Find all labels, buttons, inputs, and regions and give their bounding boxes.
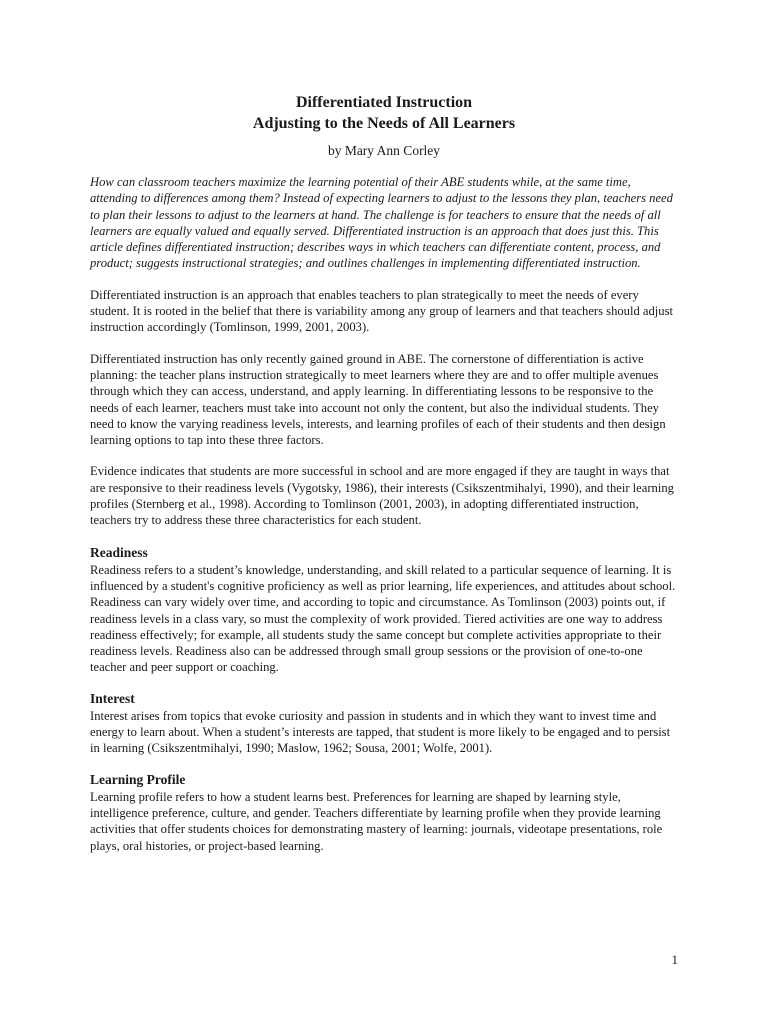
title-line-1: Differentiated Instruction	[295, 94, 473, 111]
author-byline: by Mary Ann Corley	[327, 143, 441, 158]
section-heading: Learning Profile	[90, 771, 186, 787]
body-paragraph: Differentiated instruction has only recently gained ground in ABE. The cornerstone of differentiation is active planning: the teacher plans instruction strategically to meet learners where they are and to offer multiple avenues through which they can access, understand, and apply learning. In differentiating lessons to be responsive to the needs of each learner, teachers must take into account not only the content, but also the individual students. They need to know the varying readiness levels, interests, and learning profiles of each of their students and then design learning options to tap into these three factors.	[90, 351, 666, 448]
document-title	[90, 92, 678, 134]
title-line-2: Adjusting to the Needs of All Learners	[252, 115, 516, 132]
section-heading: Interest	[90, 690, 135, 706]
section-body: Interest arises from topics that evoke curiosity and passion in students and in which they want to invest time and energy to learn about. When a student’s interests are tapped, that student is more likely to be engaged and to persist in learning (Csikszentmihalyi, 1990; Maslow, 1962; Sousa, 2001; Wolfe, 2001).	[90, 708, 671, 756]
document-page	[90, 92, 678, 868]
abstract: How can classroom teachers maximize the learning potential of their ABE students while, at the same time, attending to differences among them? Instead of expecting learners to adjust to the lessons they plan, teachers need to plan their lessons to adjust to the learners at hand. The challenge is for teachers to ensure that the needs of all learners are equally valued and equally served. Differentiated instruction is an approach that does just this. This article defines differentiated instruction; describes ways in which teachers can differentiate content, process, and product; suggests instructional strategies; and outlines challenges in implementing differentiated instruction.	[90, 175, 673, 271]
body-paragraph: Differentiated instruction is an approach that enables teachers to plan strategically to meet the needs of every student. It is rooted in the belief that there is variability among any group of learners and that teachers should adjust instruction accordingly (Tomlinson, 1999, 2001, 2003).	[90, 287, 673, 335]
section-interest	[90, 690, 678, 757]
section-body: Readiness refers to a student’s knowledge, understanding, and skill related to a particular sequence of learning. It is influenced by a student's cognitive proficiency as well as prior learning, life experiences, and attitudes about school. Readiness can vary widely over time, and according to topic and circumstance. As Tomlinson (2003) points out, if readiness levels in a class vary, so must the complexity of work provided. Tiered activities are one way to address readiness effectively; for example, all students study the same concept but complete activities appropriate to their readiness levels. Readiness also can be addressed through small group sessions or the provision of one-to-one teacher and peer support or coaching.	[90, 562, 676, 675]
section-heading: Readiness	[90, 544, 148, 560]
section-learning-profile	[90, 771, 678, 854]
page-number: 1	[671, 952, 678, 967]
section-body: Learning profile refers to how a student learns best. Preferences for learning are shaped by learning style, intelligence preference, culture, and gender. Teachers differentiate by learning profile when they provide learning activities that offer students choices for demonstrating mastery of learning: journals, videotape presentations, role plays, oral histories, or project-based learning.	[90, 789, 663, 853]
body-paragraph: Evidence indicates that students are more successful in school and are more engaged if they are taught in ways that are responsive to their readiness levels (Vygotsky, 1986), their interests (Csikszentmihalyi, 1990), and their learning profiles (Sternberg et al., 1998). According to Tomlinson (2001, 2003), in adopting differentiated instruction, teachers try to address these three characteristics for each student.	[90, 464, 674, 528]
section-readiness	[90, 544, 678, 676]
